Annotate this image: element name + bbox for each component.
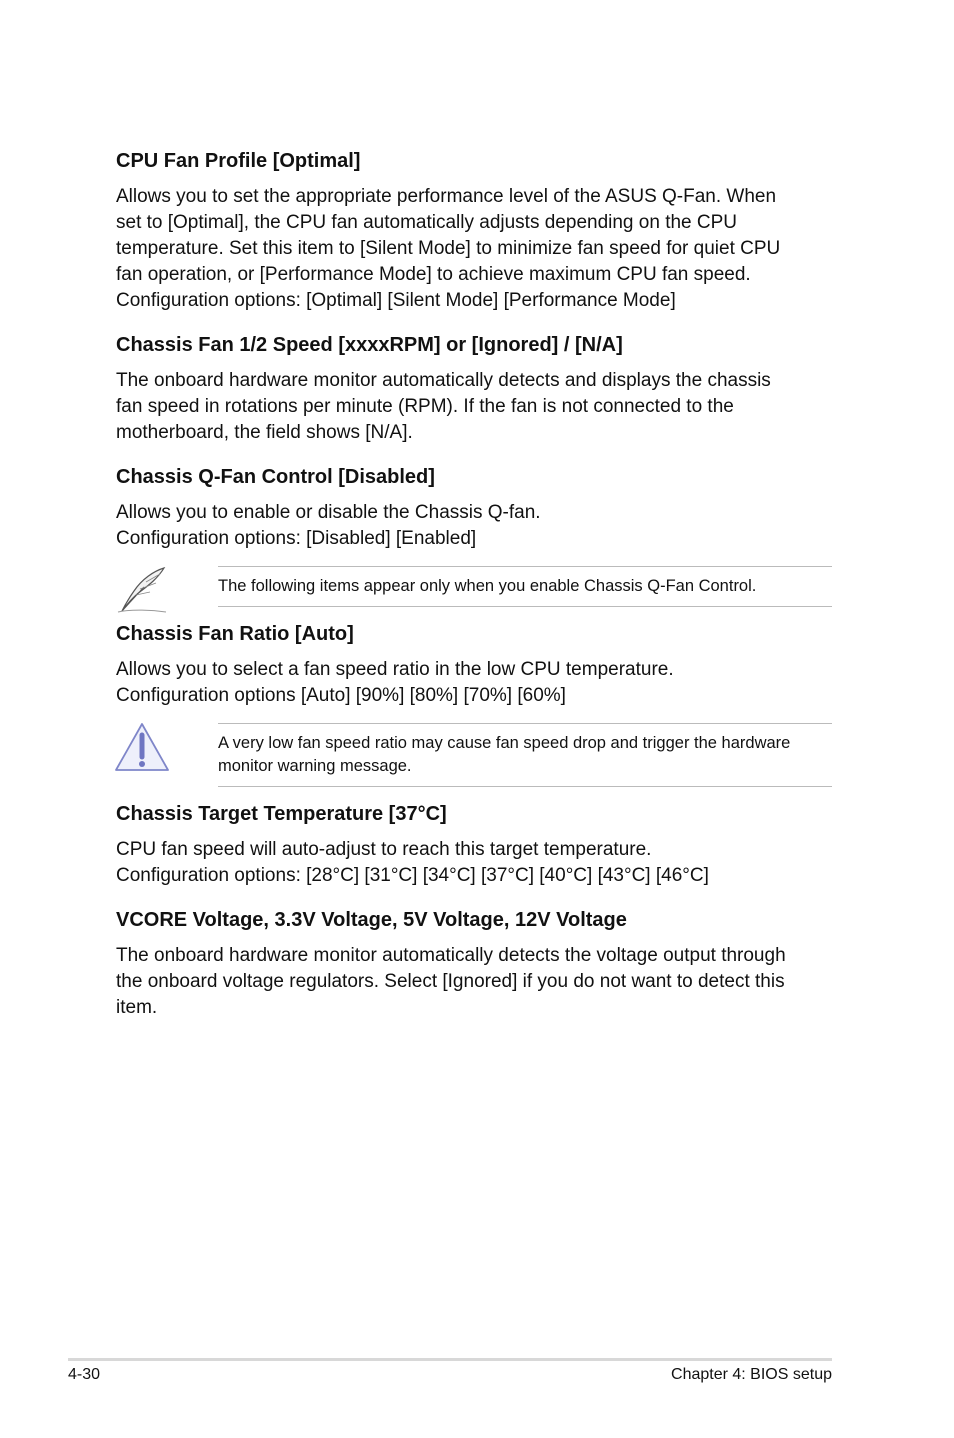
body-line: temperature. Set this item to [Silent Mode] to minimize fan speed for quiet CPU <box>116 238 781 259</box>
body-line: Configuration options: [Disabled] [Enabled] <box>116 528 477 549</box>
body-line: the onboard voltage regulators. Select [Ignored] if you do not want to detect this <box>116 971 785 992</box>
section-voltage <box>116 907 832 1021</box>
section-title: Chassis Q-Fan Control [Disabled] <box>116 466 435 488</box>
body-line: item. <box>116 997 158 1018</box>
warning-text: A very low fan speed ratio may cause fan speed drop and trigger the hardware <box>218 734 791 752</box>
section-body <box>116 368 832 446</box>
body-line: Configuration options: [28°C] [31°C] [34°C] [37°C] [40°C] [43°C] [46°C] <box>116 865 709 886</box>
body-line: Allows you to set the appropriate performance level of the ASUS Q-Fan. When <box>116 186 777 207</box>
section-title: CPU Fan Profile [Optimal] <box>116 150 361 172</box>
section-body <box>116 184 832 314</box>
body-line: Allows you to select a fan speed ratio in the low CPU temperature. <box>116 659 674 680</box>
section-body <box>116 943 832 1021</box>
body-line: fan operation, or [Performance Mode] to achieve maximum CPU fan speed. <box>116 264 751 285</box>
body-line: fan speed in rotations per minute (RPM). If the fan is not connected to the <box>116 396 734 417</box>
feather-pen-icon <box>114 565 170 615</box>
section-title: VCORE Voltage, 3.3V Voltage, 5V Voltage, 12V Voltage <box>116 909 627 931</box>
warning-box <box>218 723 832 787</box>
note-text: The following items appear only when you enable Chassis Q-Fan Control. <box>218 577 757 595</box>
body-line: CPU fan speed will auto-adjust to reach this target temperature. <box>116 839 652 860</box>
body-line: Configuration options [Auto] [90%] [80%] [70%] [60%] <box>116 685 566 706</box>
note-box <box>218 566 832 607</box>
section-cpu-fan-profile <box>116 148 832 314</box>
section-title: Chassis Fan 1/2 Speed [xxxxRPM] or [Ignored] / [N/A] <box>116 334 623 356</box>
section-chassis-target-temperature <box>116 801 832 889</box>
section-chassis-fan-speed <box>116 332 832 446</box>
body-line: set to [Optimal], the CPU fan automatically adjusts depending on the CPU <box>116 212 737 233</box>
section-title: Chassis Fan Ratio [Auto] <box>116 623 354 645</box>
section-body <box>116 657 832 709</box>
section-chassis-qfan-control <box>116 464 832 552</box>
body-line: The onboard hardware monitor automatically detects the voltage output through <box>116 945 786 966</box>
chapter-title: Chapter 4: BIOS setup <box>671 1366 832 1383</box>
body-line: Configuration options: [Optimal] [Silent Mode] [Performance Mode] <box>116 290 676 311</box>
warning-triangle-icon <box>114 722 170 772</box>
section-body <box>116 837 832 889</box>
warning-text: monitor warning message. <box>218 757 412 775</box>
section-body <box>116 500 832 552</box>
body-line: motherboard, the field shows [N/A]. <box>116 422 413 443</box>
body-line: Allows you to enable or disable the Chassis Q-fan. <box>116 502 541 523</box>
page-number: 4-30 <box>68 1366 101 1383</box>
body-line: The onboard hardware monitor automatically detects and displays the chassis <box>116 370 771 391</box>
section-chassis-fan-ratio <box>116 621 832 709</box>
section-title: Chassis Target Temperature [37°C] <box>116 803 447 825</box>
manual-content <box>116 148 832 1039</box>
footer-divider <box>68 1358 832 1361</box>
